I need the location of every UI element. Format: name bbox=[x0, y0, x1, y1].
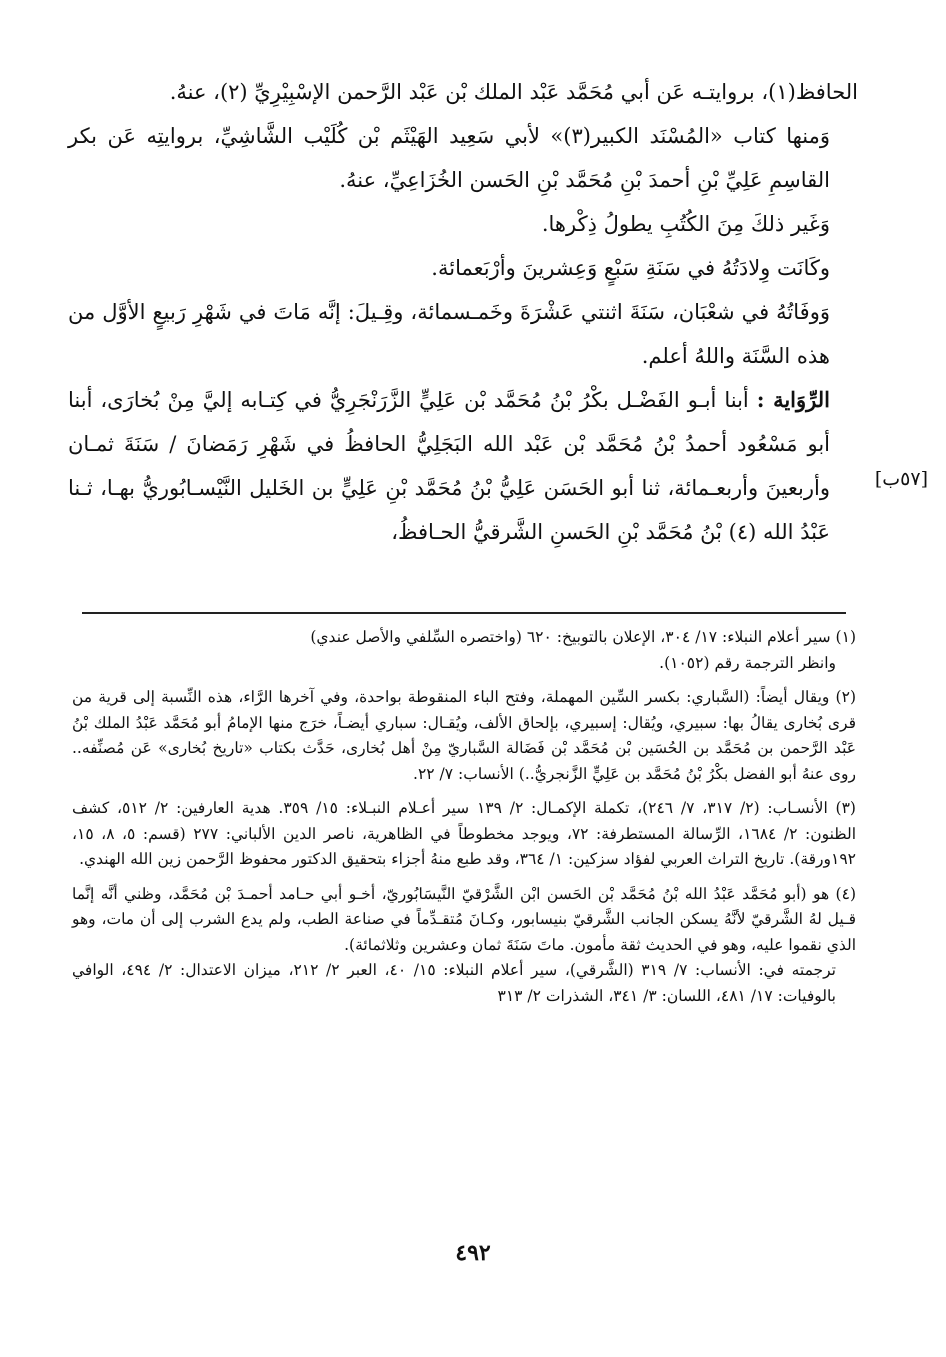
footnotes bbox=[72, 625, 856, 1018]
main-text bbox=[68, 70, 858, 554]
footnote-2-text: (٢) ويقال أيضاً: (السَّباري: بكسر السِّين المهملة، وفتح الباء المنقوطة بواحدة، وفي آخرها الرَّاء، هذه النِّسبة إلى قرية من قرى بُخارى يقالُ بها: سبيري، ويُقال: إسبيري، بإلحاق الألف، ويُقـال: سباري أيضـاً، خرَج منها الإمامُ أبو مُحَمَّد عَبْدُ الملك بْنُ عَبْد الرَّحمن بن مُحَمَّد بن الحُسَين بْن مُحَمَّد بْن فَضَالة السَّباريّ مِنْ أهل بُخارى، حَدَّث بكتاب «تاريخ بُخارى» عَن مُصنِّفه.. روى عنهُ أبو الفضل بكْرُ بْنُ مُحَمَّد بن عَلِيٍّ الزَّنجريُّ..) الأنساب: ٧/ ٢٢. bbox=[72, 688, 856, 783]
footnote-4-sources: ترجمته في: الأنساب: ٧/ ٣١٩ (الشَّرقي)، سير أعلام النبلاء: ١٥/ ٤٠، العبر ٢/ ٢١٢، ميزان الاعتدال: ٢/ ٤٩٤، الوافي بالوفيات: ١٧/ ٤٨١، اللسان: ٣/ ٣٤١، الشذرات ٢/ ٣١٣ bbox=[72, 961, 836, 1005]
footnote-4-text: (٤) هو (أبو مُحَمَّد عَبْدُ الله بْنُ مُحَمَّد بْن الحَسن ابْن الشَّرْقيّ النَّيسَابُوريّ، أخـو أبي حـامد أحمـدَ بْن مُحَمَّد، وظني أنَّه إنَّما قـيل لهُ الشَّرقيّ لأنَّهُ يسكن الجانب الشَّرقيّ بنيسابور، وكـانَ مُتقـدِّماً في صناعة الطب، ولم يدع الشرب إلى أن مات، وهو الذي نقموا عليه، وهو في الحديث ثقة مأمون. ماتَ سَنَةَ ثمان وعشرين وثلاثمائة). bbox=[72, 884, 856, 954]
footnote-2 bbox=[72, 685, 856, 787]
footnote-1-line-2: وانظر الترجمة رقم (١٠٥٢). bbox=[659, 653, 836, 672]
footnote-1 bbox=[72, 625, 856, 676]
footnote-divider bbox=[82, 612, 846, 614]
footnote-3 bbox=[72, 796, 856, 873]
page-number: ٤٩٢ bbox=[455, 1240, 491, 1266]
paragraph-3: وَغَير ذلكَ مِنَ الكُتُبِ يطولُ ذِكْرها. bbox=[541, 212, 830, 236]
paragraph-2: وَمنها كتاب «المُسْنَد الكبير(٣)» لأبي سَعِيد الهَيْثَم بْن كُلَيْب الشَّاشِيِّ، بروايتِه عَن بكر القاسِمِ عَلِيِّ بْنِ أحمدَ بْنِ مُحَمَّد بْنِ الحَسن الخُزَاعِيِّ، عنهُ. bbox=[68, 124, 830, 192]
paragraph-1: الحافظ(١)، بروايتـه عَن أبي مُحَمَّد عَبْد الملك بْن عَبْد الرَّحمن الإسْبِيْرِيِّ (٢)، عنهُ. bbox=[169, 80, 858, 104]
footnote-4 bbox=[72, 882, 856, 1010]
paragraph-5: وَوفَاتُهُ في شعْبَان، سَنَةَ اثنتي عَشْرَةَ وخَمـسمائة، وقِـيلَ: إنَّه مَاتَ في شَهْرِ رَبيعٍ الأوَّل من هذه السَّنَة واللهُ أعلم. bbox=[68, 300, 830, 368]
folio-margin-note: [٥٧ب] bbox=[874, 468, 928, 490]
riwaya-paragraph bbox=[68, 378, 858, 554]
paragraph-4: وكَانَت وِلادَتُهُ في سَنَةِ سَبْعٍ وَعِشرينَ وأرْبَعمائة. bbox=[431, 256, 830, 280]
footnote-3-text: (٣) الأنسـاب: (٢/ ٣١٧، ٧/ ٢٤٦)، تكملة الإكمـال: ٢/ ١٣٩ سير أعـلام النبـلاء: ١٥/ ٣٥٩. هدية العارفين: ٢/ ٥١٢، كشف الظنون: ٢/ ١٦٨٤، الرِّسالة المستطرفة: ٧٢، ويوجد مخطوطاً في الظاهرية، ناصر الدين الألباني: ٢٧٧ (قسم: ٥، ٨، ١٥، ١٩٢ورقة). تاريخ التراث العربي لفؤاد سزكين: ١/ ٣٦٤، وقد طبع منهُ أجزاء بتحقيق الدكتور محفوظ الرَّحمن زين الله الهندي. bbox=[72, 799, 856, 868]
footnote-1-line-1: (١) سير أعلام النبلاء: ١٧/ ٣٠٤، الإعلان بالتوبيخ: ٦٢٠ (واختصره السِّلفي والأصل عندي) bbox=[310, 628, 856, 646]
riwaya-text: أبنا أبـو الفَضْـل بكْرُ بْنُ مُحَمَّد بْن عَلِيٍّ الزَّرَنْجَرِيُّ في كِتـابه إليَّ مِنْ بُخارَى، أبنا أبو مَسْعُود أحمدُ بْنُ مُحَمَّد بْن عَبْد الله البَجَلِيُّ الحافظُ في شَهْرِ رَمَضانَ / سَنَةَ ثمـان وأربعينَ وأربعـمائة، ثنا أبو الحَسَن عَلِيُّ بْنُ مُحَمَّد بْنِ عَلِيٍّ بن الخَليل النَّيْسـابُوريُّ بهـا، ثـنا عَبْدُ الله (٤) بْنُ مُحَمَّد بْنِ الحَسنِ الشَّرقيُّ الحـافظُ، bbox=[68, 388, 831, 544]
riwaya-label: الرِّوَاية : bbox=[756, 387, 830, 412]
